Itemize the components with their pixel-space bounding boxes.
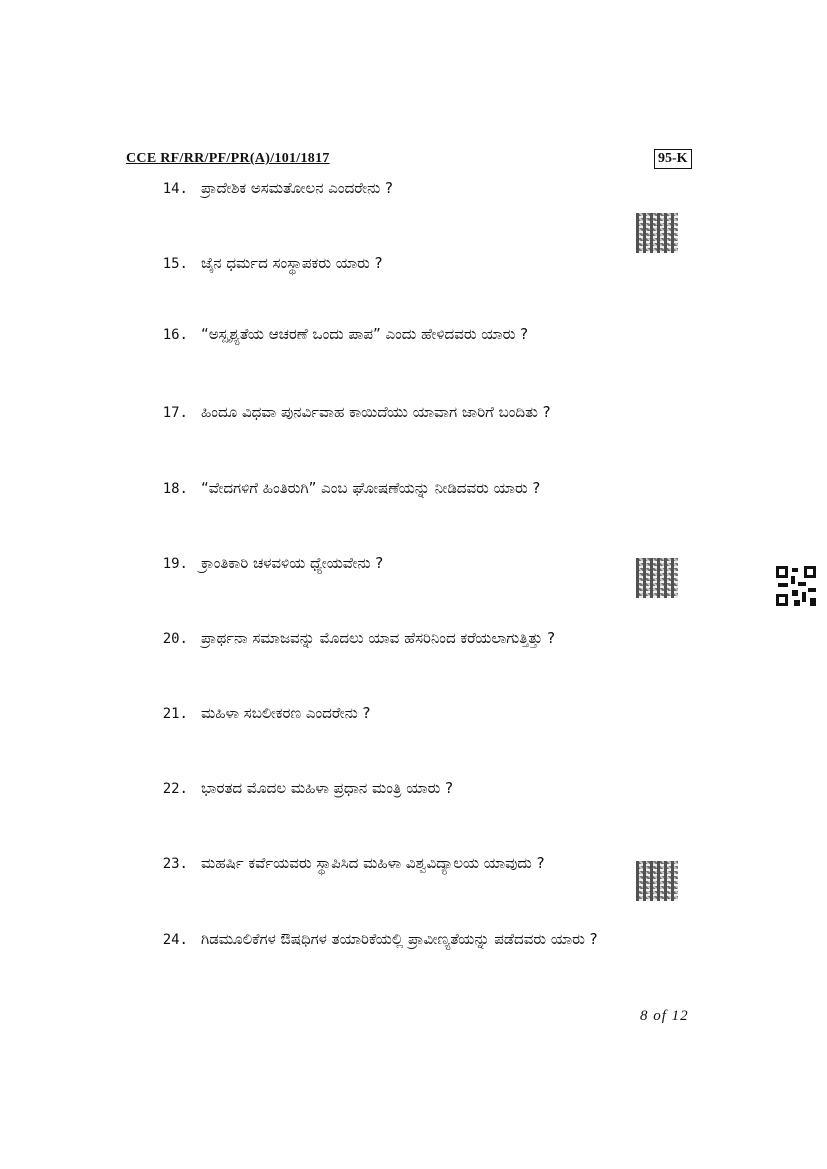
question-item xyxy=(0,178,827,202)
question-text: ಮಹಿಳಾ ಸಬಲೀಕರಣ ಎಂದರೇನು ? xyxy=(201,704,371,722)
qr-code-icon xyxy=(776,566,816,606)
question-item xyxy=(0,553,827,577)
question-item xyxy=(0,853,827,877)
question-number: 15. xyxy=(162,256,188,272)
question-item xyxy=(0,628,827,652)
question-number: 16. xyxy=(162,327,188,343)
qr-code-icon xyxy=(636,213,678,253)
question-text: ಜೈನ ಧರ್ಮದ ಸಂಸ್ಥಾಪಕರು ಯಾರು ? xyxy=(201,254,383,272)
question-item xyxy=(0,778,827,802)
question-text: “ವೇದಗಳಿಗೆ ಹಿಂತಿರುಗಿ” ಎಂಬ ಘೋಷಣೆಯನ್ನು ನೀಡಿದವರು ಯಾರು ? xyxy=(201,479,541,497)
qr-code-icon xyxy=(636,861,678,901)
question-text: ಪ್ರಾರ್ಥನಾ ಸಮಾಜವನ್ನು ಮೊದಲು ಯಾವ ಹೆಸರಿನಿಂದ ಕರೆಯಲಾಗುತ್ತಿತ್ತು ? xyxy=(201,629,556,647)
question-number: 22. xyxy=(162,781,188,797)
question-number: 18. xyxy=(162,481,188,497)
question-number: 14. xyxy=(162,181,188,197)
question-number: 19. xyxy=(162,556,188,572)
question-number: 24. xyxy=(162,932,188,948)
question-item xyxy=(0,478,827,502)
page-number: 8 of 12 xyxy=(640,1008,689,1024)
question-text: ಭಾರತದ ಮೊದಲ ಮಹಿಳಾ ಪ್ರಧಾನ ಮಂತ್ರಿ ಯಾರು ? xyxy=(201,779,454,797)
question-text: “ಅಸ್ಪೃಶ್ಯತೆಯ ಆಚರಣೆ ಒಂದು ಪಾಪ” ಎಂದು ಹೇಳಿದವರು ಯಾರು ? xyxy=(201,325,529,343)
question-text: ಕ್ರಾಂತಿಕಾರಿ ಚಳವಳಿಯ ಧ್ಯೇಯವೇನು ? xyxy=(201,554,384,572)
header-code: CCE RF/RR/PF/PR(A)/101/1817 xyxy=(126,151,330,166)
question-item xyxy=(0,402,827,426)
question-item xyxy=(0,929,827,953)
question-item xyxy=(0,324,827,348)
question-number: 21. xyxy=(162,706,188,722)
question-text: ಮಹರ್ಷಿ ಕರ್ವೆಯವರು ಸ್ಥಾಪಿಸಿದ ಮಹಿಳಾ ವಿಶ್ವವಿದ್ಯಾಲಯ ಯಾವುದು ? xyxy=(201,854,545,872)
question-item xyxy=(0,253,827,277)
question-item xyxy=(0,703,827,727)
question-text: ಹಿಂದೂ ವಿಧವಾ ಪುನರ್ವಿವಾಹ ಕಾಯಿದೆಯು ಯಾವಾಗ ಜಾರಿಗೆ ಬಂದಿತು ? xyxy=(201,403,551,421)
question-text: ಪ್ರಾದೇಶಿಕ ಅಸಮತೋಲನ ಎಂದರೇನು ? xyxy=(201,179,393,197)
question-number: 17. xyxy=(162,405,188,421)
question-number: 20. xyxy=(162,631,188,647)
question-text: ಗಿಡಮೂಲಿಕೆಗಳ ಔಷಧಿಗಳ ತಯಾರಿಕೆಯಲ್ಲಿ ಪ್ರಾವೀಣ್ಯತೆಯನ್ನು ಪಡೆದವರು ಯಾರು ? xyxy=(201,930,598,948)
qr-code-icon xyxy=(636,558,678,598)
question-number: 23. xyxy=(162,856,188,872)
paper-code-badge: 95-K xyxy=(654,149,692,169)
